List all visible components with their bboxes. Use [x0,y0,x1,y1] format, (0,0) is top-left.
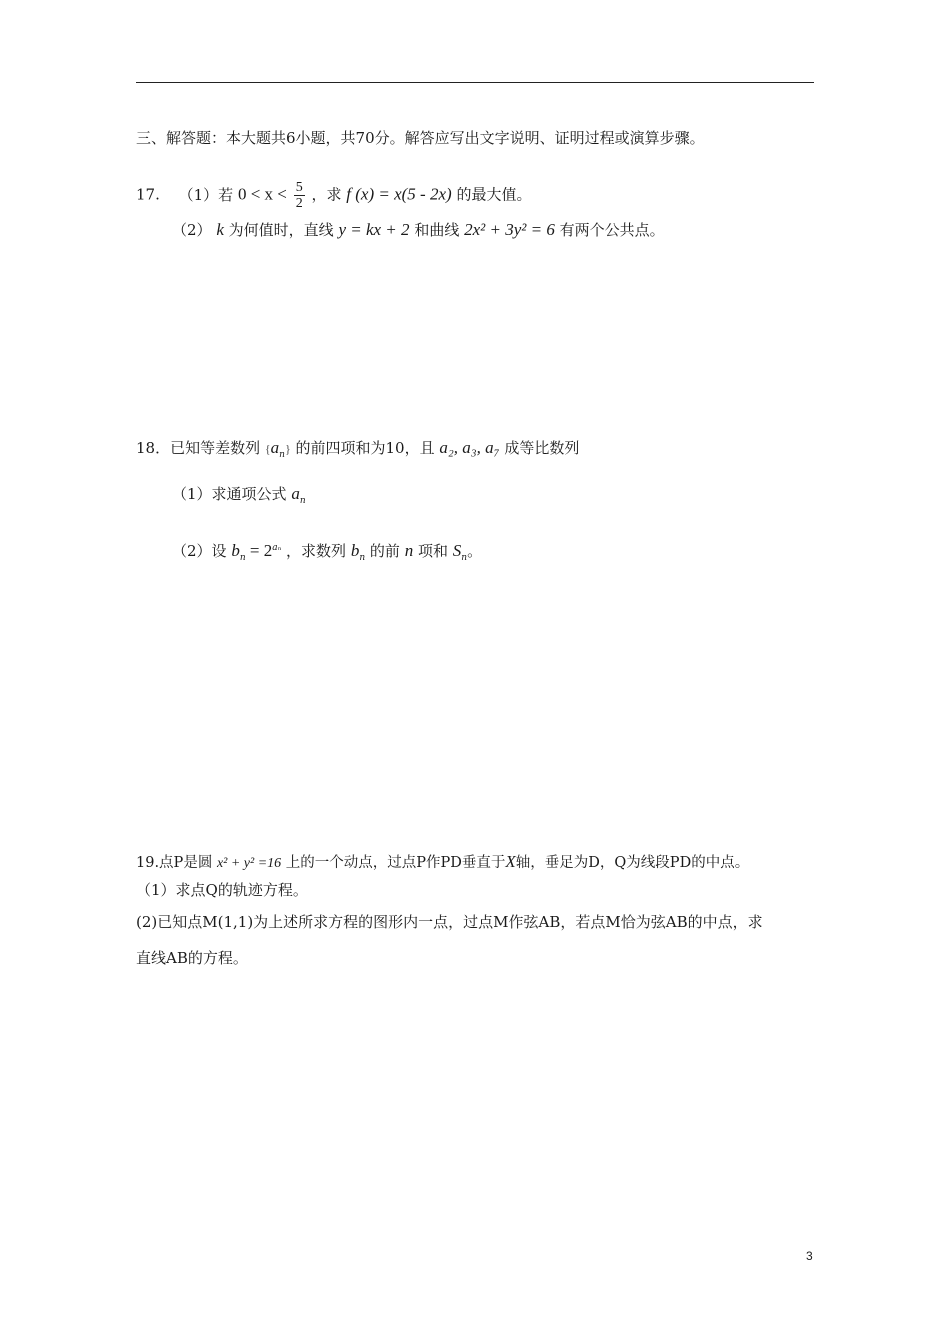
question-19-stem: 19.点P是圆 x² + y² =16 上的一个动点，过点P作PD垂直于X轴，垂足为D，Q为线段PD的中点。 [136,852,750,871]
variable-k: k [216,220,224,239]
sequence-terms: a₂, a₃, a₇ [439,438,500,457]
circle-equation: x² + y² =16 [216,856,282,871]
question-17-part-1: 17. （1）若 0 < x < $\frac{5}{2}$ ，求 f (x) = x(5 - 2x) 的最大值。 [136,180,532,211]
question-19-part-2-line-2: 直线AB的方程。 [136,949,248,967]
question-19-part-1: （1）求点Q的轨迹方程。 [136,881,308,899]
fraction: $\frac{5}{2}$ [295,180,303,211]
section-heading: 三、解答题：本大题共6小题，共70分。解答应写出文字说明、证明过程或演算步骤。 [136,129,705,147]
question-17-part-2: （2） k 为何值时，直线 y = kx + 2 和曲线 2x² + 3y² = 6 有两个公共点。 [172,220,665,239]
sequence-b-definition: b [231,541,240,560]
curve-equation: 2x² + 3y² = 6 [464,220,555,239]
header-rule [136,82,814,83]
page-number: 3 [806,1249,813,1263]
condition-inequality: 0 < x < [237,184,287,204]
question-18-stem: 18．已知等差数列 $\{a_n\}$ 的前四项和为10，且 a₂, a₃, a₇ 成等比数列 [136,438,580,460]
question-19-part-2-line-1: (2)已知点M(1,1)为上述所求方程的图形内一点，过点M作弦AB，若点M恰为弦AB的中点，求 [136,913,763,931]
question-18-part-2: （2）设 $b_n = 2^{a_n}$ ，求数列 $b_n$ 的前 n 项和 $S_n$。 [172,541,483,563]
question-number: 17. [136,185,160,204]
line-equation: y = kx + 2 [338,220,410,239]
sequence-a: a [270,438,280,457]
question-18-part-1: （1）求通项公式 $a_n$ [172,484,306,506]
function-expression: f (x) = x(5 - 2x) [346,184,452,204]
